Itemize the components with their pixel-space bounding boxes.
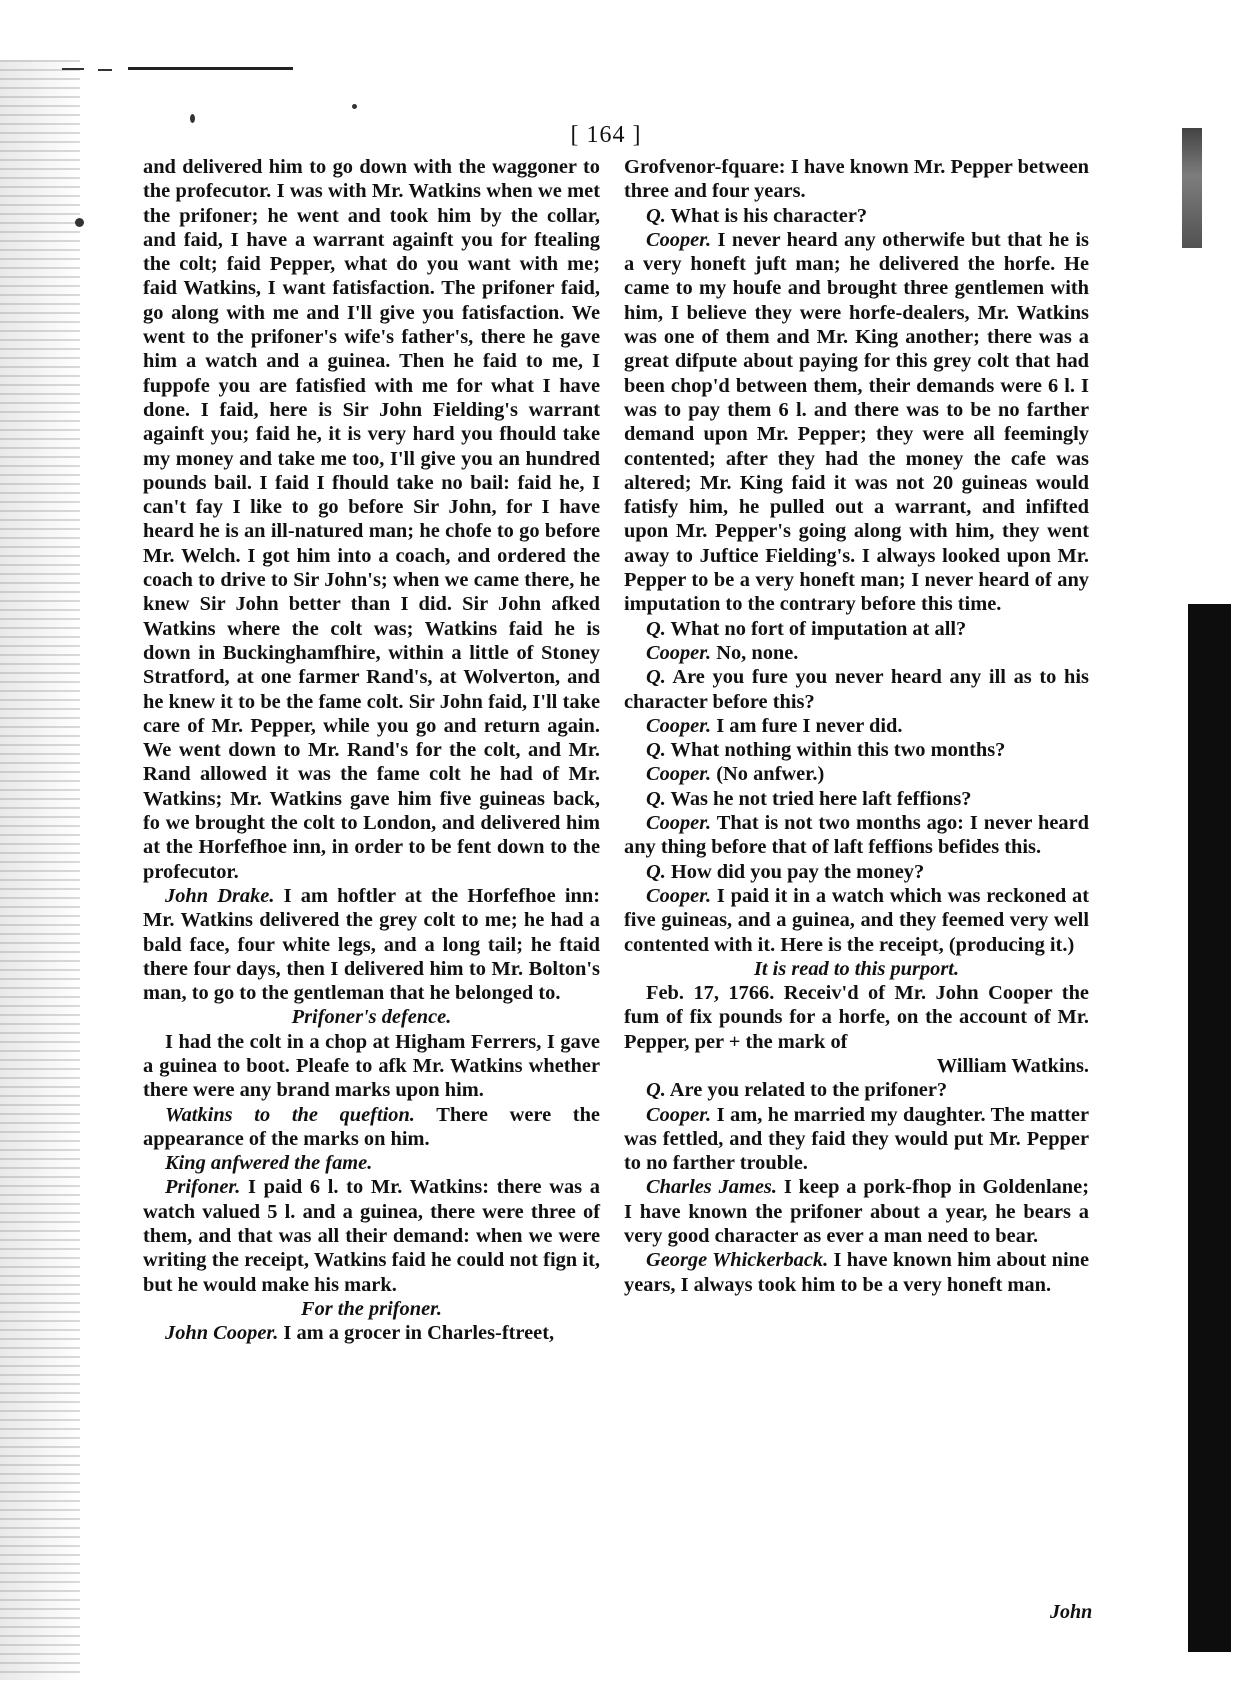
testimony-paragraph xyxy=(143,1103,600,1152)
question-paragraph xyxy=(624,665,1089,714)
section-heading: It is read to this purport. xyxy=(753,957,960,980)
speaker-name: Prifoner. xyxy=(165,1176,241,1199)
question-paragraph xyxy=(624,617,1089,641)
testimony-paragraph xyxy=(624,884,1089,957)
page-edge-shadow xyxy=(1188,604,1231,1652)
left-column xyxy=(143,155,600,1346)
text-paragraph xyxy=(624,981,1089,1054)
paragraph-text: I am hoftler at the Horfefhoe inn: Mr. Watkins delivered the grey colt to me; he had a bald face, four white legs, and a long tail; he ftaid there four days, then I delivered him to Mr. Bolton's man, to go to the gentleman that he belonged to. xyxy=(143,884,600,1005)
testimony-paragraph xyxy=(624,228,1089,617)
speaker-name: Cooper. xyxy=(646,763,712,786)
paragraph-text: I have known him about nine years, I always took him to be a very honeft man. xyxy=(624,1249,1089,1296)
speaker-name: Watkins to the queftion. xyxy=(165,1103,415,1126)
question-mark-q: Q. xyxy=(646,666,666,689)
ink-speck xyxy=(190,114,195,123)
testimony-paragraph xyxy=(624,641,1089,665)
paragraph-text: How did you pay the money? xyxy=(665,860,925,883)
question-paragraph xyxy=(624,860,1089,884)
question-paragraph xyxy=(624,204,1089,228)
speaker-name: Cooper. xyxy=(646,228,712,251)
paragraph-text: There were the appearance of the marks on him. xyxy=(143,1103,600,1150)
paragraph-text: Grofvenor-fquare: I have known Mr. Pepper between three and four years. xyxy=(624,156,1089,203)
question-paragraph xyxy=(624,787,1089,811)
paragraph-text: and delivered him to go down with the waggoner to the profecutor. I was with Mr. Watkins when we met the prifoner; he went and took him by the collar, and faid, I have a warrant againft you for ftealing the colt; faid Pepper, what do you want with me; faid Watkins, I want fatisfaction. The prifoner faid, go along with me and I'll give you fatisfaction. We went to the prifoner's wife's father's, there he gave him a watch and a guinea. Then he faid to me, I fuppofe you are fatisfied with me for what I have done. I faid, here is Sir John Fielding's warrant againft you; faid he, it is very hard you fhould take my money and take me too, I'll give you an hundred pounds bail. I faid I fhould take no bail: faid he, I can't fay I like to go before Sir John, for I have heard he is an ill-natured man; he chofe to go before Mr. Welch. I got him into a coach, and ordered the coach to drive to Sir John's; when we came there, he knew Sir John better than I did. Sir John afked Watkins where the colt was; Watkins faid he is down in Buckinghamfhire, within a little of Stoney Stratford, at one farmer Rand's, at Wolverton, and he knew it to be the fame colt. Sir John faid, I'll take care of Mr. Pepper, while you go and return again. We went down to Mr. Rand's for the colt, and Mr. Rand allowed it was the fame colt he had of Mr. Watkins; Mr. Watkins gave him five guineas back, fo we brought the colt to London, and delivered him at the Horfefhoe inn, in order to be fent down to the profecutor. xyxy=(143,156,600,883)
paragraph-text: No, none. xyxy=(711,641,799,664)
text-paragraph xyxy=(143,1030,600,1103)
speaker-name: Cooper. xyxy=(646,884,712,907)
note-line: King anfwered the fame. xyxy=(165,1152,373,1175)
paragraph-text: I am, he married my daughter. The matter was fettled, and they faid they would put Mr. Pepper to no farther trouble. xyxy=(624,1103,1089,1175)
margin-mark xyxy=(62,68,84,70)
question-paragraph xyxy=(624,738,1089,762)
right-column xyxy=(624,155,1089,1297)
paragraph-text: I keep a pork-fhop in Goldenlane; I have known the prifoner about a year, he bears a very good character as ever a man need to bear. xyxy=(624,1176,1089,1248)
paragraph-text: That is not two months ago: I never heard any thing before that of laft feffions befides this. xyxy=(624,812,1089,859)
paragraph-text: I am a grocer in Charles-ftreet, xyxy=(278,1322,555,1345)
testimony-paragraph xyxy=(624,1175,1089,1248)
paragraph-text: I had the colt in a chop at Higham Ferrers, I gave a guinea to boot. Pleafe to afk Mr. Watkins whether there were any brand marks upon him. xyxy=(143,1030,600,1102)
paragraph-text: (No anfwer.) xyxy=(711,763,825,786)
paragraph-text: Feb. 17, 1766. Receiv'd of Mr. John Cooper the fum of fix pounds for a horfe, on the account of Mr. Pepper, per + the mark of xyxy=(624,982,1089,1053)
header-rule xyxy=(128,67,293,70)
page-edge-mark xyxy=(1182,128,1202,248)
testimony-paragraph xyxy=(143,1175,600,1296)
paragraph-text: Are you fure you never heard any ill as to his character before this? xyxy=(624,666,1089,713)
question-mark-q: Q. xyxy=(646,860,666,883)
speaker-name: Cooper. xyxy=(646,1103,712,1126)
testimony-paragraph xyxy=(143,1321,600,1345)
question-mark-q: Q. xyxy=(646,204,666,227)
margin-mark xyxy=(98,69,112,71)
ink-speck xyxy=(75,218,84,227)
question-mark-q: Q. xyxy=(646,1079,666,1102)
speaker-name: Cooper. xyxy=(646,812,712,835)
paragraph-text: Was he not tried here laft feffions? xyxy=(665,787,972,810)
section-heading: For the prifoner. xyxy=(300,1297,443,1320)
ink-speck xyxy=(352,104,357,109)
paragraph-text: I paid 6 l. to Mr. Watkins: there was a watch valued 5 l. and a guinea, there were three of them, and that was all their demand: when we were writing the receipt, Watkins faid he could not fign it, but he would make his mark. xyxy=(143,1176,600,1296)
question-paragraph xyxy=(624,1078,1089,1102)
testimony-paragraph xyxy=(624,1248,1089,1297)
paragraph-text: What is his character? xyxy=(665,204,868,227)
speaker-name: Cooper. xyxy=(646,641,712,664)
speaker-name: John Cooper. xyxy=(165,1322,279,1345)
question-mark-q: Q. xyxy=(646,739,666,762)
question-mark-q: Q. xyxy=(646,787,666,810)
paragraph-text: Are you related to the prifoner? xyxy=(665,1079,948,1102)
catchword: John xyxy=(1050,1601,1093,1623)
paragraph-text: What nothing within this two months? xyxy=(665,739,1006,762)
paragraph-text: I am fure I never did. xyxy=(711,714,903,737)
binding-gutter-shadow xyxy=(0,60,80,1680)
speaker-name: Cooper. xyxy=(646,714,712,737)
speaker-name: Charles James. xyxy=(646,1176,777,1199)
testimony-paragraph xyxy=(624,714,1089,738)
text-paragraph xyxy=(143,155,600,884)
section-heading: Prifoner's defence. xyxy=(291,1006,452,1029)
speaker-name: John Drake. xyxy=(165,884,275,907)
testimony-paragraph xyxy=(143,884,600,1005)
testimony-paragraph xyxy=(624,1103,1089,1176)
question-mark-q: Q. xyxy=(646,617,666,640)
signature-line: William Watkins. xyxy=(936,1054,1089,1077)
page-number: [ 164 ] xyxy=(570,122,642,148)
speaker-name: George Whickerback. xyxy=(646,1249,829,1272)
paragraph-text: I paid it in a watch which was reckoned at five guineas, and a guinea, and they feemed very well contented with it. Here is the receipt, (producing it.) xyxy=(624,884,1089,956)
testimony-paragraph xyxy=(624,811,1089,860)
testimony-paragraph xyxy=(624,762,1089,786)
text-paragraph xyxy=(624,155,1089,204)
paragraph-text: I never heard any otherwife but that he is a very honeft juft man; he delivered the horfe. He came to my houfe and brought three gentlemen with him, I believe they were horfe-dealers, Mr. Watkins was one of them and Mr. King another; there was a great difpute about paying for this grey colt that had been chop'd between them, their demands were 6 l. I was to pay them 6 l. and there was to be no farther demand upon Mr. Pepper; they were all feemingly contented; after they had the money the cafe was altered; Mr. King faid it was not 20 guineas would fatisfy him, he pulled out a warrant, and infifted upon Mr. Pepper's going along with him, they went away to Juftice Fielding's. I always looked upon Mr. Pepper to be a very honeft man; I never heard of any imputation to the contrary before this time. xyxy=(624,228,1089,616)
paragraph-text: What no fort of imputation at all? xyxy=(665,617,967,640)
